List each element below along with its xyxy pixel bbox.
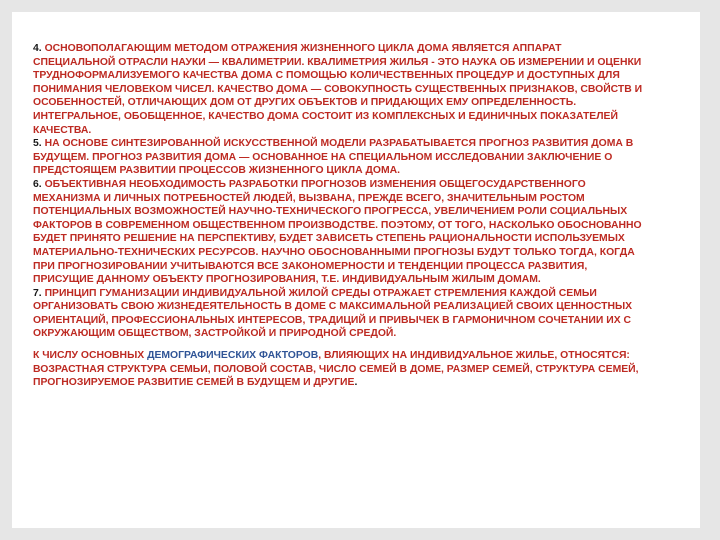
paragraph-4 bbox=[33, 42, 645, 137]
slide-content bbox=[33, 42, 645, 390]
paragraph-text: НА ОСНОВЕ СИНТЕЗИРОВАННОЙ ИСКУССТВЕННОЙ МОДЕЛИ РАЗРАБАТЫВАЕТСЯ ПРОГНОЗ РАЗВИТИЯ ДОМА В БУДУЩЕМ. ПРОГНОЗ РАЗВИТИЯ ДОМА — ОСНОВАННОЕ НА СПЕЦИАЛЬНОМ ИССЛЕДОВАНИИ ЗАКЛЮЧЕНИЕ О ПРЕДСТОЯЩЕМ РАЗВИТИИ ПРОЦЕССОВ ЖИЗНЕННОГО ЦИКЛА ДОМА. bbox=[33, 138, 634, 177]
demographic-factors-highlight: ДЕМОГРАФИЧЕСКИХ ФАКТОРОВ bbox=[147, 350, 319, 362]
paragraph-text: ОБЪЕКТИВНАЯ НЕОБХОДИМОСТЬ РАЗРАБОТКИ ПРОГНОЗОВ ИЗМЕНЕНИЯ ОБЩЕГОСУДАРСТВЕННОГО МЕХАНИЗМА И ЛИЧНЫХ ПОТРЕБНОСТЕЙ ЛЮДЕЙ, ВЫЗВАНА, ПРЕЖДЕ ВСЕГО, ЗНАЧИТЕЛЬНЫМ РОСТОМ ПОТЕНЦИАЛЬНЫХ ВОЗМОЖНОСТЕЙ НАУЧНО-ТЕХНИЧЕСКОГО ПРОГРЕССА, УВЕЛИЧЕНИЕМ РОЛИ СОЦИАЛЬНЫХ ФАКТОРОВ В СОВРЕМЕННОМ ОБЩЕСТВЕННОМ ПРОИЗВОДСТВЕ. ПОЭТОМУ, ОТ ТОГО, НАСКОЛЬКО ОБОСНОВАННО БУДЕТ ПРИНЯТО РЕШЕНИЕ НА ПЕРСПЕКТИВУ, БУДЕТ ЗАВИСЕТЬ СТЕПЕНЬ РАЦИОНАЛЬНОСТИ ИСПОЛЬЗУЕМЫХ МАТЕРИАЛЬНО-ТЕХНИЧЕСКИХ РЕСУРСОВ. НАУЧНО ОБОСНОВАННЫМИ ПРОГНОЗЫ БУДУТ ТОЛЬКО ТОГДА, КОГДА ПРИ ПРОГНОЗИРОВАНИИ УЧИТЫВАЮТСЯ ВСЕ ЗАКОНОМЕРНОСТИ И ТЕНДЕНЦИИ ПРОЦЕССА РАЗВИТИЯ, ПРИСУЩИЕ ДАННОМУ ОБЪЕКТУ ПРОГНОЗИРОВАНИЯ, Т.Е. ИНДИВИДУАЛЬНЫМ ЖИЛЫМ ДОМАМ. bbox=[33, 178, 642, 286]
closing-period: . bbox=[354, 377, 358, 389]
paragraph-number: 5. bbox=[33, 138, 42, 150]
paragraph-number: 4. bbox=[33, 43, 42, 54]
slide bbox=[12, 12, 700, 528]
closing-text-start: К ЧИСЛУ ОСНОВНЫХ bbox=[33, 350, 145, 362]
closing-paragraph bbox=[33, 349, 645, 390]
paragraph-6 bbox=[33, 178, 645, 287]
closing-text-rest: , ВЛИЯЮЩИХ НА ИНДИВИДУАЛЬНОЕ ЖИЛЬЕ, ОТНОСЯТСЯ: ВОЗРАСТНАЯ СТРУКТУРА СЕМЬИ, ПОЛОВОЙ СОСТАВ, ЧИСЛО СЕМЕЙ В ДОМЕ, РАЗМЕР СЕМЕЙ, СТРУКТУРА СЕМЕЙ, ПРОГНОЗИРУЕМОЕ РАЗВИТИЕ СЕМЕЙ В БУДУЩЕМ И ДРУГИЕ bbox=[33, 350, 639, 389]
paragraph-number: 6. bbox=[33, 178, 42, 190]
paragraph-text: ОСНОВОПОЛАГАЮЩИМ МЕТОДОМ ОТРАЖЕНИЯ ЖИЗНЕННОГО ЦИКЛА ДОМА ЯВЛЯЕТСЯ АППАРАТ СПЕЦИАЛЬНОЙ ОТРАСЛИ НАУКИ — КВАЛИМЕТРИИ. КВАЛИМЕТРИЯ ЖИЛЬЯ - ЭТО НАУКА ОБ ИЗМЕРЕНИИ И ОЦЕНКИ ТРУДНОФОРМАЛИЗУЕМОГО КАЧЕСТВА ДОМА С ПОМОЩЬЮ КОЛИЧЕСТВЕННЫХ ПРОЦЕДУР И ДОСТУПНЫХ ДЛЯ ПОНИМАНИЯ ЧЕЛОВЕКОМ ЧИСЕЛ. КАЧЕСТВО ДОМА — СОВОКУПНОСТЬ СУЩЕСТВЕННЫХ ПРИЗНАКОВ, СВОЙСТВ И ОСОБЕННОСТЕЙ, ОТЛИЧАЮЩИХ ДОМ ОТ ДРУГИХ ОБЪЕКТОВ И ПРИДАЮЩИХ ЕМУ ОПРЕДЕЛЕННОСТЬ. ИНТЕГРАЛЬНОЕ, ОБОБЩЕННОЕ, КАЧЕСТВО ДОМА СОСТОИТ ИЗ КОМПЛЕКСНЫХ И ЕДИНИЧНЫХ ПОКАЗАТЕЛЕЙ КАЧЕСТВА. bbox=[33, 43, 643, 136]
paragraph-7 bbox=[33, 287, 645, 341]
paragraph-5 bbox=[33, 137, 645, 178]
paragraph-number: 7. bbox=[33, 287, 42, 299]
paragraph-text: ПРИНЦИП ГУМАНИЗАЦИИ ИНДИВИДУАЛЬНОЙ ЖИЛОЙ СРЕДЫ ОТРАЖАЕТ СТРЕМЛЕНИЯ КАЖДОЙ СЕМЬИ ОРГАНИЗОВАТЬ СВОЮ ЖИЗНЕДЕЯТЕЛЬНОСТЬ В ДОМЕ С МАКСИМАЛЬНОЙ РЕАЛИЗАЦИЕЙ СВОИХ ЦЕННОСТНЫХ ОРИЕНТАЦИЙ, ПРОФЕССИОНАЛЬНЫХ ИНТЕРЕСОВ, ТРАДИЦИЙ И ПРИВЫЧЕК В ГАРМОНИЧНОМ СОЧЕТАНИИ ИХ С ОКРУЖАЮЩИМ ОБЩЕСТВОМ, ЗАСТРОЙКОЙ И ПРИРОДНОЙ СРЕДОЙ. bbox=[33, 287, 633, 340]
paragraph-gap bbox=[33, 341, 645, 349]
